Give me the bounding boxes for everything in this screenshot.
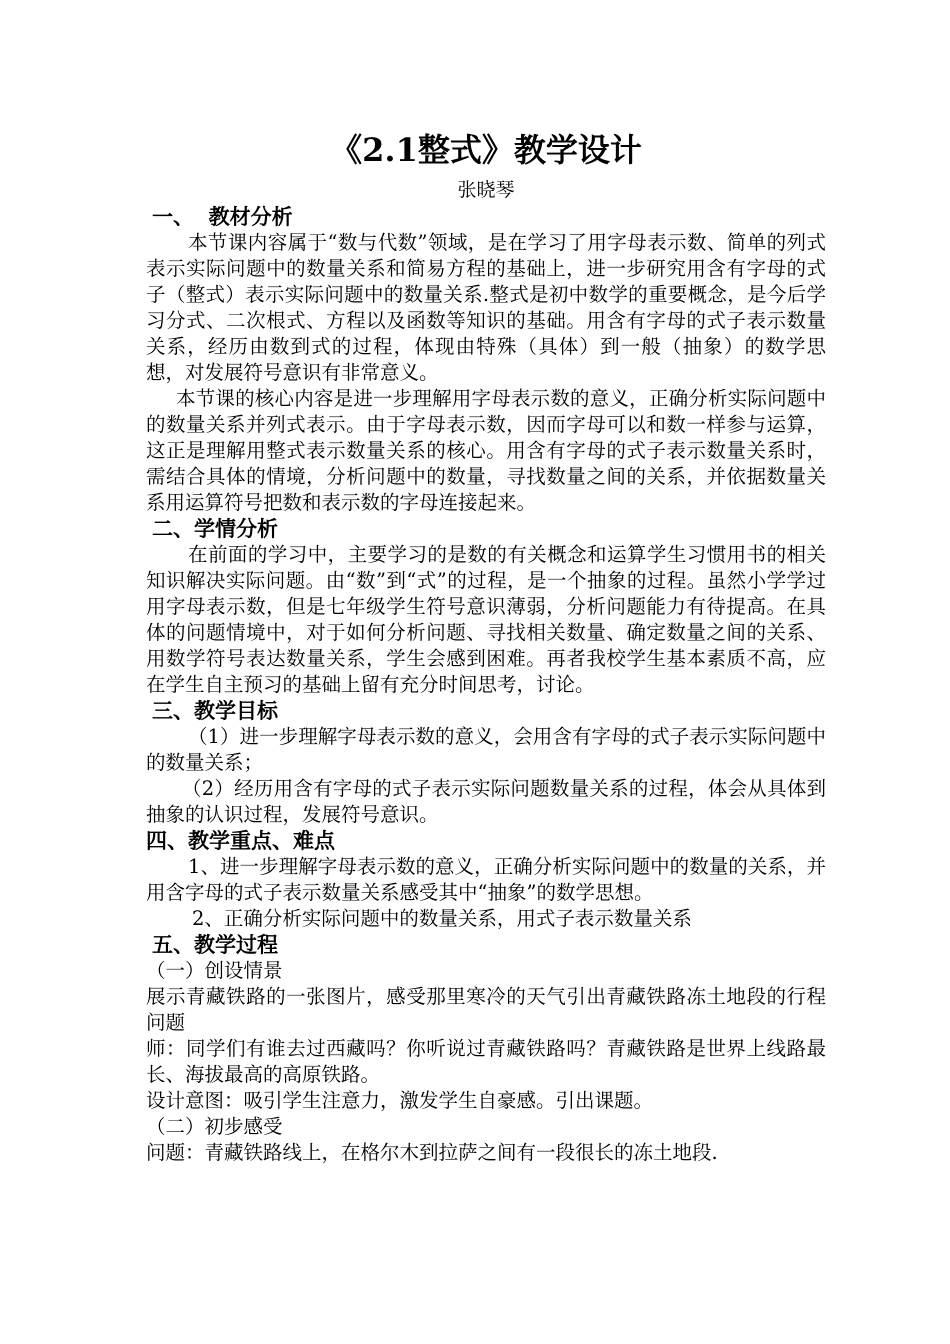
paragraph: 2、正确分析实际问题中的数量关系，用式子表示数量关系: [192, 907, 692, 930]
paragraph: 问题：青藏铁路线上，在格尔木到拉萨之间有一段很长的冻土地段.: [146, 1141, 718, 1164]
paragraph: 在前面的学习中，主要学习的是数的有关概念和运算学生习惯用书的相关知识解决实际问题。由“数”到“式”的过程，是一个抽象的过程。虽然小学学过用字母表示数，但是七年级学生符号意识薄弱，分析问题能力有待提高。在具体的问题情境中，对于如何分析问题、寻找相关数量、确定数量之间的关系、用数学符号表达数量关系，学生会感到困难。再者我校学生基本素质不高，应在学生自主预习的基础上留有充分时间思考，讨论。: [146, 543, 826, 696]
paragraph: 师：同学们有谁去过西藏吗？你听说过青藏铁路吗？青藏铁路是世界上线路最长、海拔最高的高原铁路。: [146, 1037, 826, 1086]
section-heading-4: 四、教学重点、难点: [146, 828, 335, 853]
section-heading-3: 三、教学目标: [152, 698, 278, 723]
paragraph: 设计意图：吸引学生注意力，激发学生自豪感。引出课题。: [146, 1089, 654, 1112]
section-heading-2: 二、学情分析: [152, 516, 278, 541]
document-author: 张晓琴: [457, 179, 515, 201]
section-heading-5: 五、教学过程: [152, 932, 278, 957]
document-title: 《2.1整式》教学设计: [330, 131, 642, 169]
paragraph: 本节课的核心内容是进一步理解用字母表示数的意义，正确分析实际问题中的数量关系并列式表示。由于字母表示数，因而字母可以和数一样参与运算，这正是理解用整式表示数量关系的核心。用含有字母的式子表示数量关系时，需结合具体的情境，分析问题中的数量，寻找数量之间的关系，并依据数量关系用运算符号把数和表示数的字母连接起来。: [146, 387, 826, 514]
paragraph: （1）进一步理解字母表示数的意义，会用含有字母的式子表示实际问题中的数量关系；: [146, 725, 826, 774]
paragraph: （2）经历用含有字母的式子表示实际问题数量关系的过程，体会从具体到抽象的认识过程，发展符号意识。: [146, 777, 826, 826]
paragraph: 本节课内容属于“数与代数”领域，是在学习了用字母表示数、简单的列式表示实际问题中的数量关系和简易方程的基础上，进一步研究用含有字母的式子（整式）表示实际问题中的数量关系.整式是初中数学的重要概念，是今后学习分式、二次根式、方程以及函数等知识的基础。用含有字母的式子表示数量关系，经历由数到式的过程，体现由特殊（具体）到一般（抽象）的数学思想，对发展符号意识有非常意义。: [146, 231, 826, 384]
subheading: （二）初步感受: [146, 1115, 283, 1138]
document-page: [146, 124, 826, 1166]
section-heading-1: 一、 教材分析: [152, 204, 293, 229]
subheading: （一）创设情景: [146, 959, 283, 982]
paragraph: 1、进一步理解字母表示数的意义，正确分析实际问题中的数量的关系，并用含字母的式子表示数量关系感受其中“抽象”的数学思想。: [146, 855, 826, 904]
paragraph: 展示青藏铁路的一张图片，感受那里寒冷的天气引出青藏铁路冻土地段的行程问题: [146, 985, 826, 1034]
